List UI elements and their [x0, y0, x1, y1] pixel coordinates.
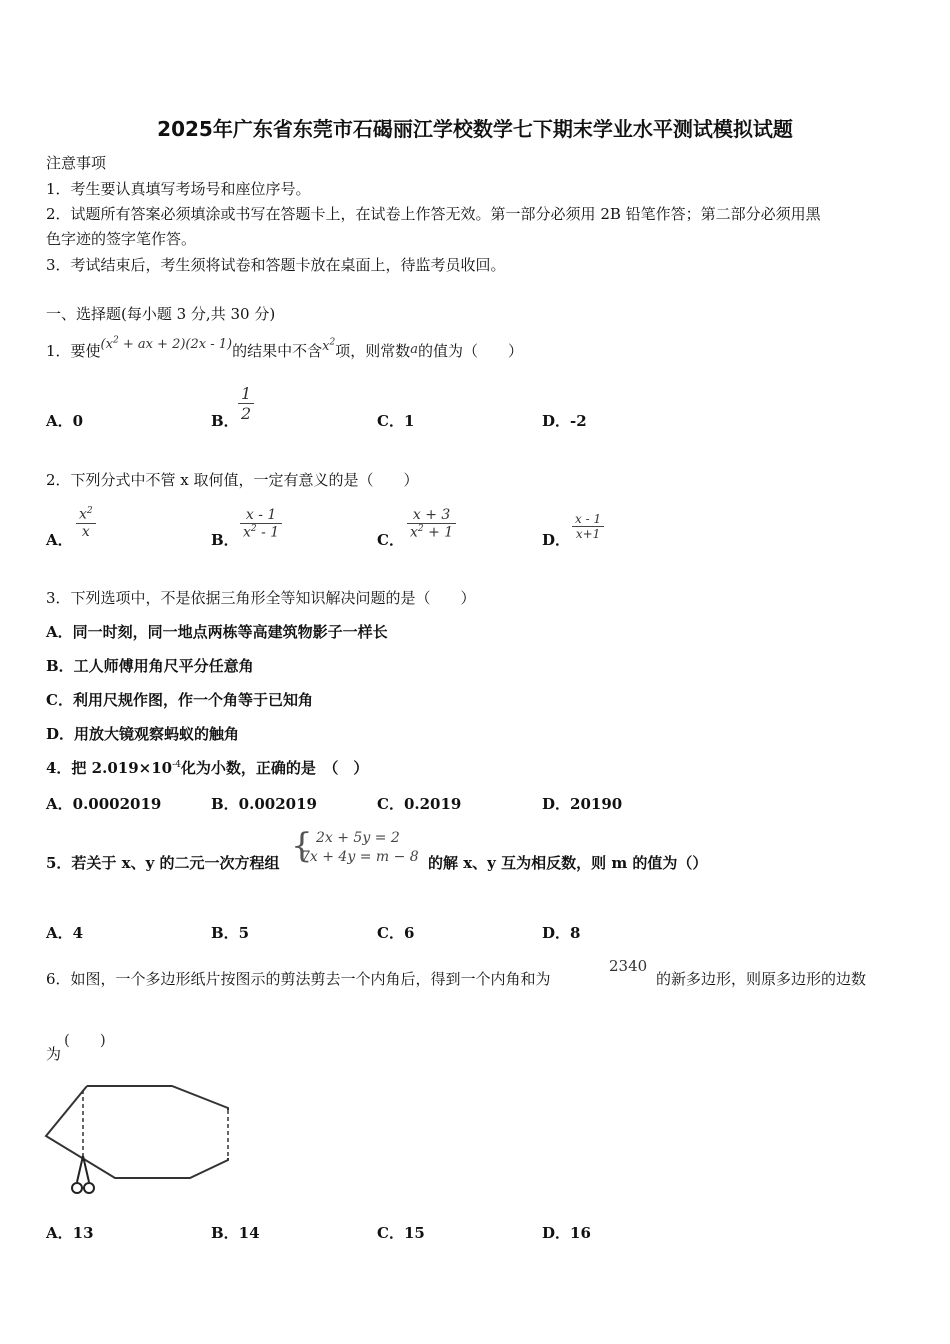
q5-brace: {	[291, 826, 313, 866]
q6-angle-sum: 2340	[609, 957, 648, 975]
q3-option-a[interactable]: A．同一时刻，同一地点两栋等高建筑物影子一样长	[46, 623, 388, 641]
notice-heading: 注意事项	[46, 154, 107, 172]
section-heading: 一、选择题(每小题 3 分,共 30 分)	[46, 305, 276, 323]
q1-expression: ($x^2$ + ax + 2)(2x - 1)	[100, 335, 233, 352]
notice-item-2: 2．试题所有答案必须填涂或书写在答题卡上，在试卷上作答无效。第一部分必须用 2B 铅笔作答；第二部分必须用黑	[46, 205, 821, 223]
q1-option-a[interactable]: A．0	[46, 412, 84, 430]
q2-option-b[interactable]: B．	[211, 531, 239, 549]
q1-x2: $x^2$	[322, 337, 336, 354]
q4-option-c[interactable]: C．0.2019	[377, 795, 462, 813]
q1-option-b[interactable]: B．	[211, 412, 239, 430]
question-3: 3．下列选项中，不是依据三角形全等知识解决问题的是（ ）	[46, 589, 476, 607]
q5-option-a[interactable]: A．4	[46, 924, 84, 942]
q6-option-a[interactable]: A．13	[46, 1224, 94, 1242]
question-5-pre: 5．若关于 x、y 的二元一次方程组	[46, 854, 280, 872]
q3-option-b[interactable]: B．工人师傅用角尺平分任意角	[46, 657, 254, 675]
q2-option-a-fraction: $\frac{x^2}{x}$	[76, 506, 96, 540]
question-6-pre: 6．如图，一个多边形纸片按图示的剪法剪去一个内角后，得到一个内角和为	[46, 970, 551, 988]
q2-option-d[interactable]: D．	[542, 531, 571, 549]
q5-equation-1: 2x + 5y = 2	[316, 830, 400, 846]
notice-item-1: 1．考生要认真填写考场号和座位序号。	[46, 180, 311, 198]
q5-option-d[interactable]: D．8	[542, 924, 581, 942]
q1-pre: 1．要使	[46, 342, 101, 360]
question-6-line2: 为	[46, 1045, 62, 1063]
q5-equation-2: 7x + 4y = m − 8	[301, 849, 419, 865]
q4-option-b[interactable]: B．0.002019	[211, 795, 317, 813]
q1-option-d[interactable]: D．-2	[542, 412, 587, 430]
q4-option-d[interactable]: D．20190	[542, 795, 623, 813]
q6-option-b[interactable]: B．14	[211, 1224, 260, 1242]
polygon-outline	[46, 1086, 228, 1178]
q3-option-c[interactable]: C．利用尺规作图，作一个角等于已知角	[46, 691, 313, 709]
q1-option-c[interactable]: C．1	[377, 412, 415, 430]
q1-mid2: 项，则常数	[335, 342, 411, 360]
question-5-post: 的解 x、y 互为相反数，则 m 的值为（）	[428, 854, 708, 872]
q2-option-d-fraction: $\frac{x - 1}{x+1}$	[572, 512, 604, 541]
q2-option-b-fraction: $\frac{x - 1}{x^2 - 1}$	[240, 507, 282, 541]
q6-option-d[interactable]: D．16	[542, 1224, 591, 1242]
scissors-icon	[72, 1156, 94, 1193]
q5-option-c[interactable]: C．6	[377, 924, 415, 942]
q6-answer-blank: ( )	[64, 1031, 106, 1049]
q5-equation-system	[301, 829, 419, 867]
q2-option-c-fraction: $\frac{x + 3}{x^2 + 1}$	[407, 507, 456, 541]
question-1	[46, 335, 523, 361]
polygon-figure	[40, 1078, 240, 1198]
question-2: 2．下列分式中不管 x 取何值，一定有意义的是（ ）	[46, 471, 419, 489]
q4-option-a[interactable]: A．0.0002019	[46, 795, 162, 813]
q3-option-d[interactable]: D．用放大镜观察蚂蚁的触角	[46, 725, 240, 743]
q1-post: 的值为（ ）	[417, 342, 523, 360]
q1-option-b-fraction: $\frac{1}{2}$	[238, 384, 254, 423]
q1-mid: 的结果中不含	[232, 342, 323, 360]
q6-option-c[interactable]: C．15	[377, 1224, 425, 1242]
page-title: 2025年广东省东莞市石碣丽江学校数学七下期末学业水平测试模拟试题	[157, 117, 793, 141]
q1-a: a	[410, 342, 418, 357]
question-4: 4．把 $2.019\times 10^{-4}$化为小数，正确的是 （ ）	[46, 759, 369, 777]
q2-option-a[interactable]: A．	[46, 531, 73, 549]
notice-item-2-cont: 色字迹的签字笔作答。	[46, 230, 197, 248]
notice-item-3: 3．考试结束后，考生须将试卷和答题卡放在桌面上，待监考员收回。	[46, 256, 506, 274]
q5-option-b[interactable]: B．5	[211, 924, 250, 942]
question-6-post: 的新多边形，则原多边形的边数	[656, 970, 867, 988]
q2-option-c[interactable]: C．	[377, 531, 404, 549]
